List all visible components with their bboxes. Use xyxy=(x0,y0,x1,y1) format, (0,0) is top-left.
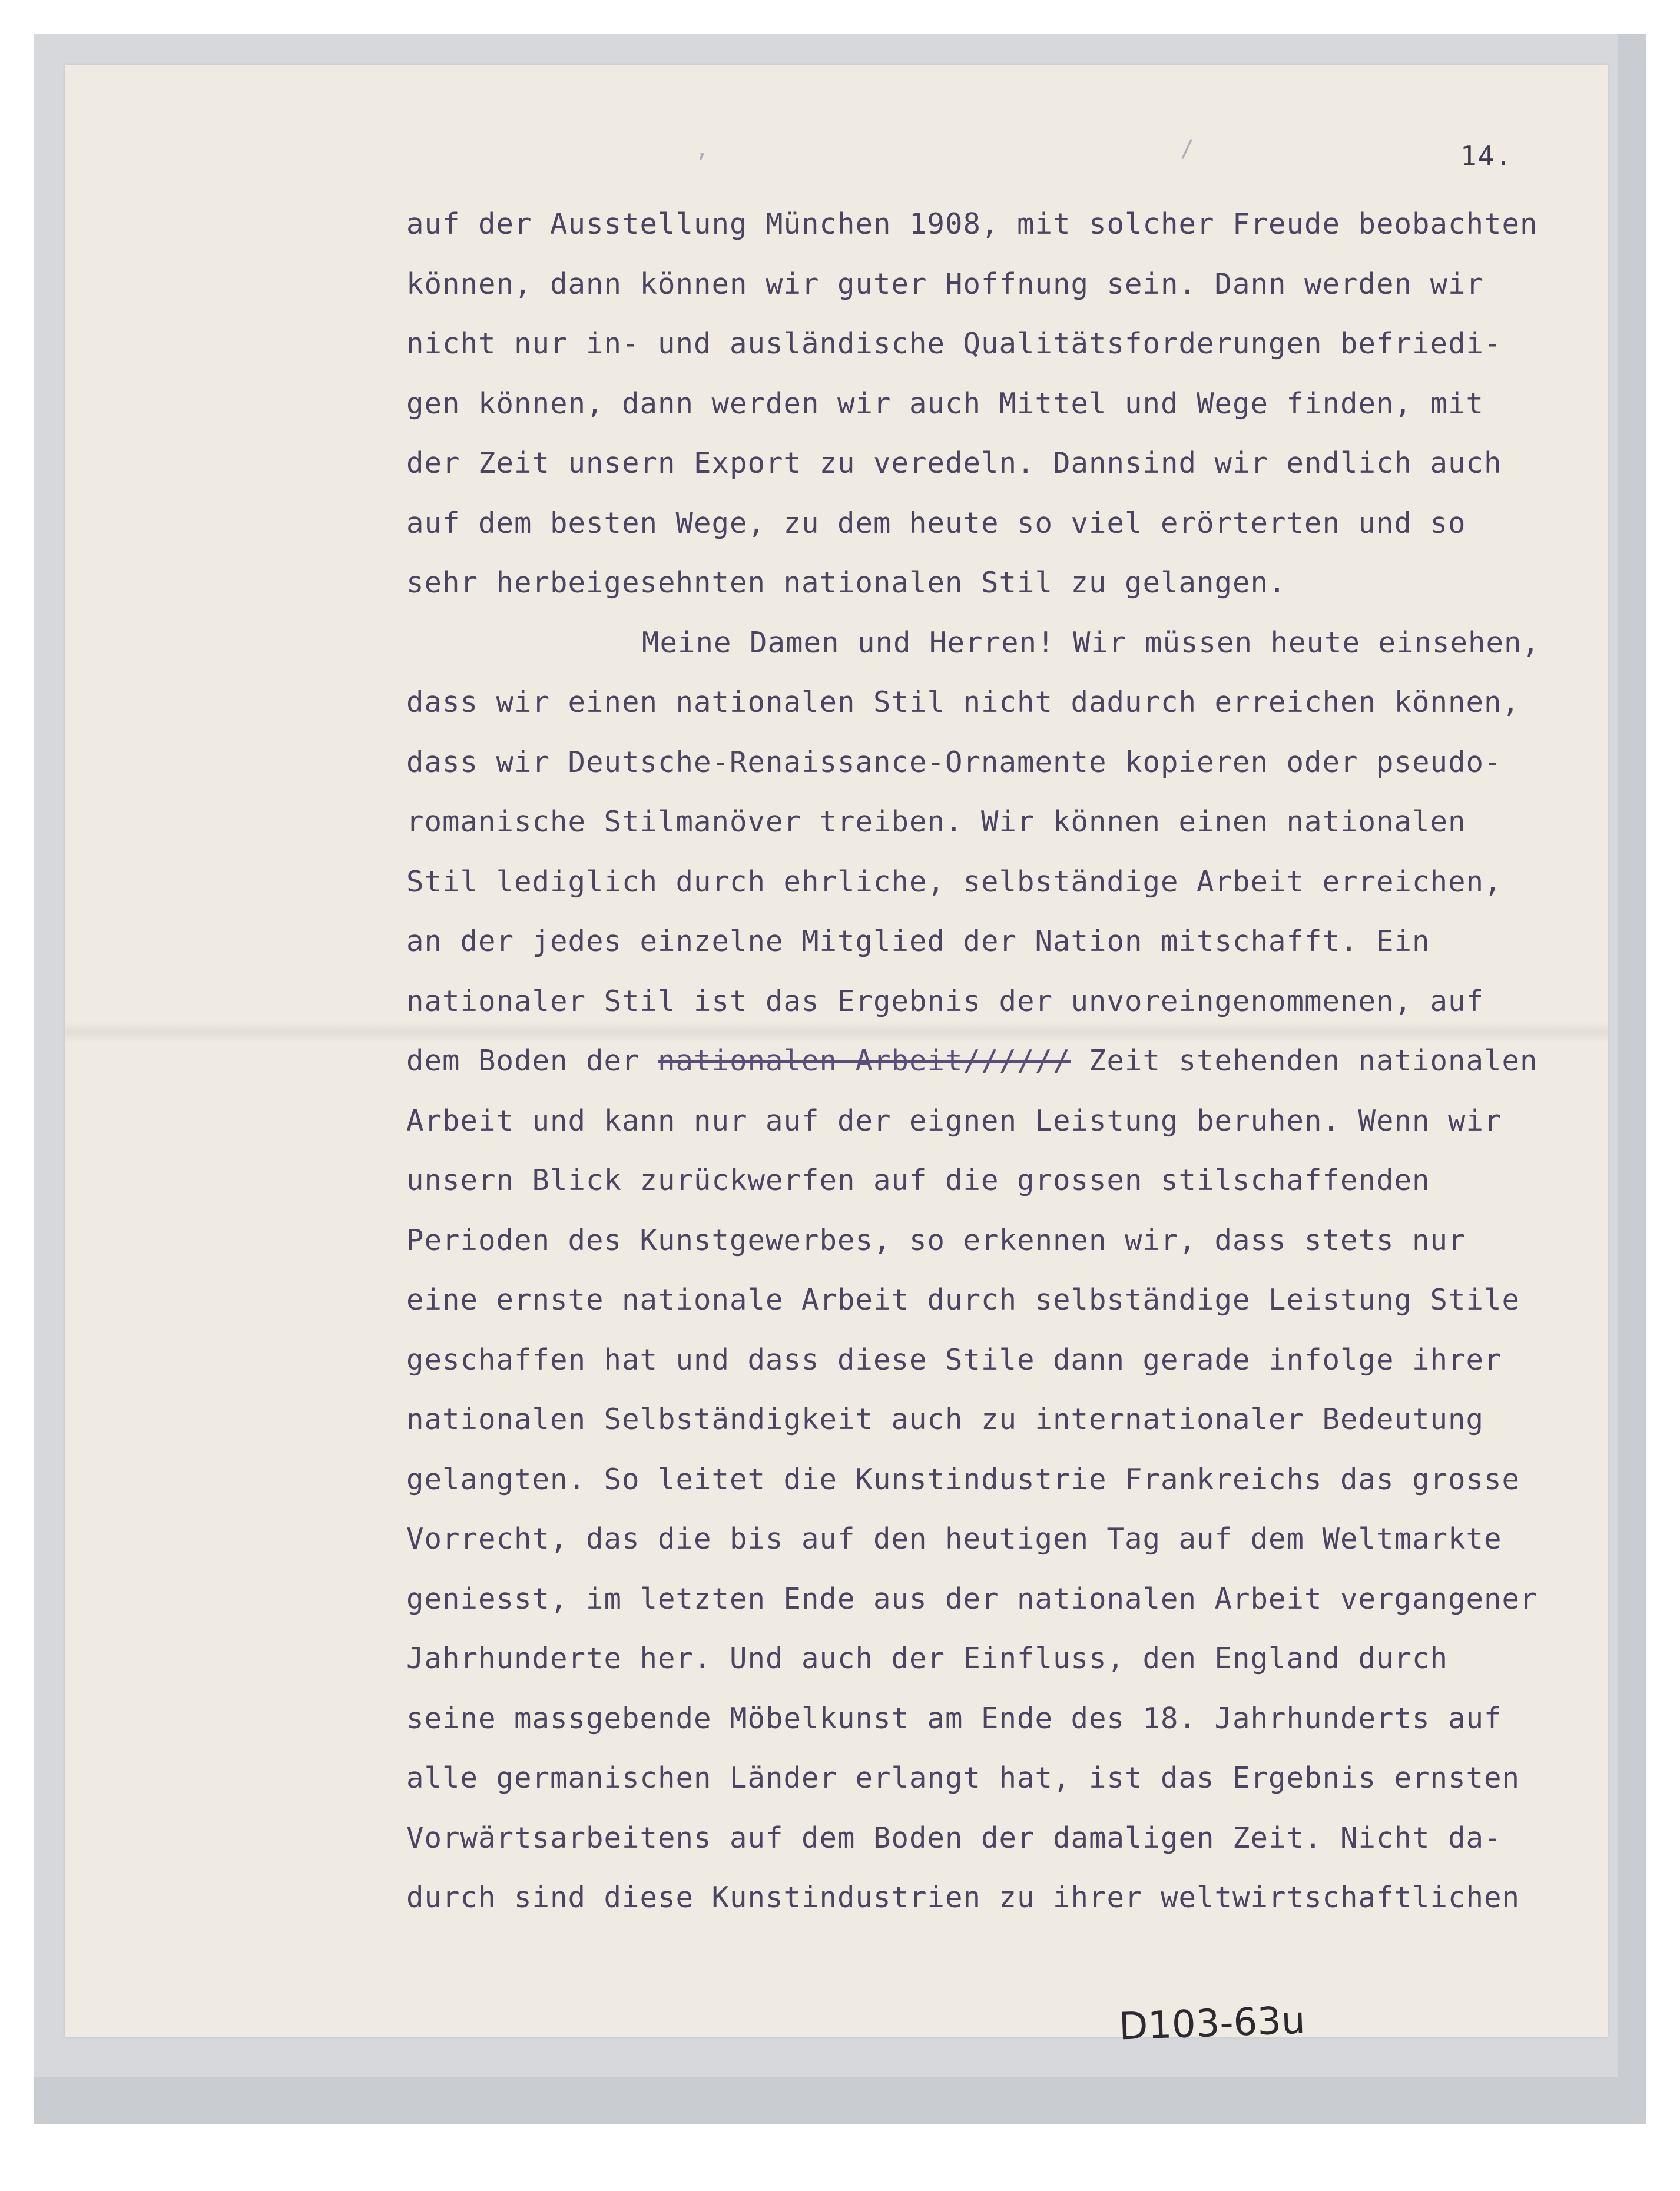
text-line xyxy=(406,1629,1619,1689)
text-line xyxy=(406,852,1619,912)
handwritten-archive-mark: D103-63u xyxy=(1118,1998,1306,2049)
text-line xyxy=(406,1689,1619,1749)
text-line xyxy=(406,1569,1619,1629)
text-line xyxy=(406,1091,1619,1151)
line-text: der Zeit unsern Export zu veredeln. Dannsind wir endlich auch xyxy=(406,446,1502,480)
text-line xyxy=(406,1330,1619,1390)
text-line-with-strikeout xyxy=(406,1031,1619,1091)
stray-mark: , xyxy=(695,135,710,163)
line-text: Arbeit und kann nur auf der eignen Leistung beruhen. Wenn wir xyxy=(406,1103,1502,1138)
text-line xyxy=(406,433,1619,493)
text-line xyxy=(406,732,1619,793)
line-text: Jahrhunderte her. Und auch der Einfluss, den England durch xyxy=(406,1642,1449,1675)
line-text: nationalen Selbständigkeit auch zu internationaler Bedeutung xyxy=(406,1403,1485,1436)
line-text: Stil lediglich durch ehrliche, selbständige Arbeit erreichen, xyxy=(406,864,1502,899)
line-text: unsern Blick zurückwerfen auf die grossen stilschaffenden xyxy=(406,1164,1430,1197)
line-text: dass wir einen nationalen Stil nicht dadurch erreichen können, xyxy=(406,685,1520,719)
line-text: Vorrecht, das die bis auf den heutigen Tag auf dem Weltmarkte xyxy=(406,1522,1502,1556)
text-line xyxy=(406,911,1619,972)
line-text: nationaler Stil ist das Ergebnis der unvoreingenommenen, auf xyxy=(406,984,1485,1018)
line-text: seine massgebende Möbelkunst am Ende des 18. Jahrhunderts auf xyxy=(406,1701,1502,1735)
line-text: romanische Stilmanöver treiben. Wir können einen nationalen xyxy=(406,805,1466,838)
text-line xyxy=(406,1808,1619,1868)
line-text: auf dem besten Wege, zu dem heute so viel erörterten und so xyxy=(406,506,1466,540)
line-text: dass wir Deutsche-Renaissance-Ornamente kopieren oder pseudo- xyxy=(406,745,1502,779)
line-text: Perioden des Kunstgewerbes, so erkennen wir, dass stets nur xyxy=(406,1223,1466,1257)
text-line xyxy=(406,374,1619,434)
page-number: 14. xyxy=(1460,140,1513,172)
stray-marks xyxy=(695,135,1665,163)
line-text: an der jedes einzelne Mitglied der Nation mitschafft. Ein xyxy=(406,924,1430,958)
typed-body-text xyxy=(406,194,1619,1928)
text-line xyxy=(406,1270,1619,1330)
line-text: gelangten. So leitet die Kunstindustrie Frankreichs das grosse xyxy=(406,1462,1520,1496)
struck-text: nationalen Arbeit////// xyxy=(658,1044,1071,1078)
line-text: eine ernste nationale Arbeit durch selbständige Leistung Stile xyxy=(406,1283,1520,1317)
line-text: auf der Ausstellung München 1908, mit solcher Freude beobachten xyxy=(406,207,1538,241)
line-text: Zeit stehenden nationalen xyxy=(1071,1044,1538,1078)
text-line xyxy=(406,792,1619,852)
text-line xyxy=(406,254,1619,314)
line-text: geniesst, im letzten Ende aus der nationalen Arbeit vergangener xyxy=(406,1582,1538,1616)
text-line xyxy=(406,1509,1619,1569)
text-line xyxy=(406,493,1619,553)
line-text: geschaffen hat und dass diese Stile dann gerade infolge ihrer xyxy=(406,1343,1502,1377)
line-text: sehr herbeigesehnten nationalen Stil zu gelangen. xyxy=(406,566,1287,599)
line-text: können, dann können wir guter Hoffnung sein. Dann werden wir xyxy=(406,267,1485,301)
line-text: dem Boden der xyxy=(406,1044,658,1078)
line-text: nicht nur in- und ausländische Qualitätsforderungen befriedi- xyxy=(406,327,1502,360)
text-line xyxy=(406,1748,1619,1808)
text-line xyxy=(406,972,1619,1032)
text-line xyxy=(406,314,1619,374)
text-line xyxy=(406,553,1619,613)
text-line xyxy=(406,672,1619,732)
text-line xyxy=(406,1211,1619,1271)
line-text: Meine Damen und Herren! Wir müssen heute einsehen, xyxy=(642,625,1540,659)
line-text: gen können, dann werden wir auch Mittel und Wege finden, mit xyxy=(406,386,1485,420)
line-text: durch sind diese Kunstindustrien zu ihrer weltwirtschaftlichen xyxy=(406,1881,1520,1914)
text-line xyxy=(406,1868,1619,1928)
text-line xyxy=(406,1450,1619,1510)
stray-mark: / xyxy=(1180,135,1195,163)
text-line xyxy=(406,1390,1619,1450)
line-text: Vorwärtsarbeitens auf dem Boden der damaligen Zeit. Nicht da- xyxy=(406,1821,1502,1855)
paragraph-start-line xyxy=(406,613,1619,673)
line-text: alle germanischen Länder erlangt hat, ist das Ergebnis ernsten xyxy=(406,1761,1520,1795)
text-line xyxy=(406,1151,1619,1211)
text-line xyxy=(406,194,1619,254)
